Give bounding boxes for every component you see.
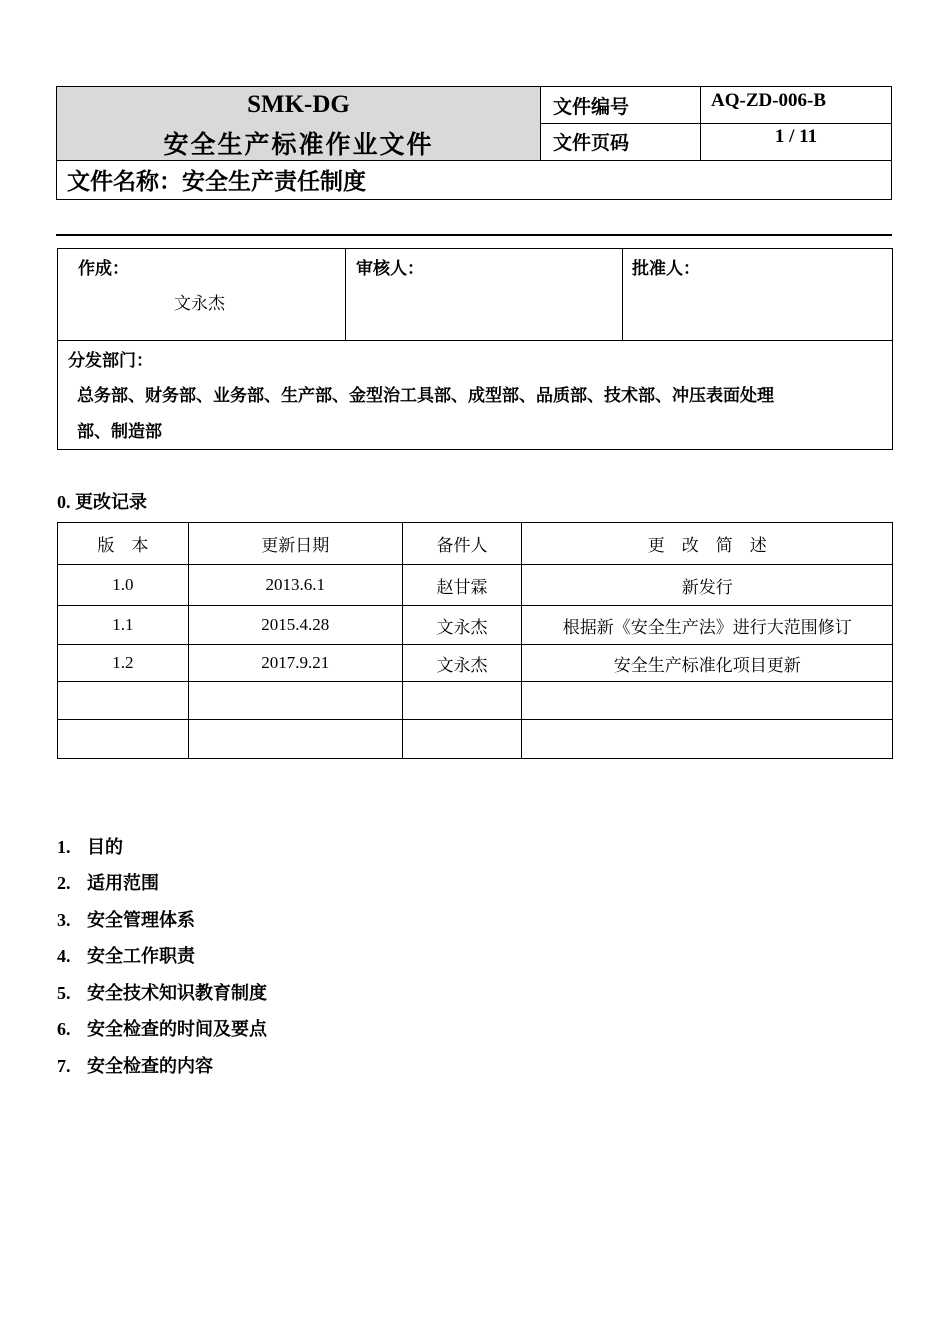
cell-summary: 安全生产标准化项目更新 [522,645,893,682]
cell-date: 2015.4.28 [188,606,402,645]
toc-item [57,869,159,895]
toc-number: 1. [57,837,71,857]
table-header-row [58,523,893,565]
doc-number-value: AQ-ZD-006-B [701,87,891,124]
toc-item [57,1052,213,1078]
toc-number: 7. [57,1056,71,1076]
toc-title: 安全管理体系 [87,910,195,930]
toc-item [57,833,123,859]
cell-editor: 文永杰 [402,606,522,645]
toc-number: 5. [57,983,71,1003]
document-name-label: 文件名称： [67,169,182,194]
table-row [58,720,893,759]
toc-number: 6. [57,1019,71,1039]
page-label: 文件页码 [541,124,701,161]
page-value: 1 / 11 [701,124,891,161]
toc-item [57,942,195,968]
header-divider [56,234,892,236]
cell-version: 1.0 [58,565,189,606]
table-row [58,606,893,645]
cell-version [58,720,189,759]
cell-summary: 新发行 [522,565,893,606]
cell-summary [522,720,893,759]
approver-label: 批准人： [632,259,700,278]
distribution-departments-line1: 总务部、财务部、业务部、生产部、金型治工具部、成型部、品质部、技术部、冲压表面处理 [77,386,774,405]
table-row [58,682,893,720]
cell-summary [522,682,893,720]
doc-number-label: 文件编号 [541,87,701,124]
approval-box [57,248,893,450]
toc-item [57,979,267,1005]
author-cell [58,249,346,341]
cell-version: 1.1 [58,606,189,645]
document-header [56,86,892,200]
reviewer-label: 审核人： [356,259,424,278]
document-name [57,161,891,199]
toc-title: 适用范围 [87,873,159,893]
header-title-cell [57,87,541,161]
toc-item [57,906,195,932]
toc-number: 2. [57,873,71,893]
change-record-title: 0. 更改记录 [57,492,147,512]
cell-date: 2013.6.1 [188,565,402,606]
header-version: 版 本 [58,523,189,565]
reviewer-cell [346,249,623,341]
change-record-table [57,522,893,759]
toc-title: 目的 [87,837,123,857]
header-summary: 更 改 简 述 [522,523,893,565]
document-type: 安全生产标准作业文件 [163,132,434,159]
cell-editor [402,682,522,720]
header-editor: 备件人 [402,523,522,565]
distribution-label: 分发部门： [68,351,153,370]
document-name-value: 安全生产责任制度 [182,169,366,194]
approver-cell [623,249,892,341]
company-code: SMK-DG [247,91,350,118]
toc-title: 安全技术知识教育制度 [87,983,267,1003]
cell-date [188,720,402,759]
toc-title: 安全检查的时间及要点 [87,1019,267,1039]
header-date: 更新日期 [188,523,402,565]
cell-version: 1.2 [58,645,189,682]
cell-version [58,682,189,720]
cell-editor: 文永杰 [402,645,522,682]
toc-number: 3. [57,910,71,930]
cell-editor: 赵甘霖 [402,565,522,606]
cell-summary: 根据新《安全生产法》进行大范围修订 [522,606,893,645]
author-label: 作成： [78,259,129,278]
toc-number: 4. [57,946,71,966]
table-row [58,645,893,682]
toc-title: 安全检查的内容 [87,1056,213,1076]
cell-editor [402,720,522,759]
author-name: 文永杰 [174,294,225,313]
cell-date: 2017.9.21 [188,645,402,682]
cell-date [188,682,402,720]
toc-title: 安全工作职责 [87,946,195,966]
table-row [58,565,893,606]
distribution-departments-line2: 部、制造部 [77,422,162,441]
toc-item [57,1015,267,1041]
